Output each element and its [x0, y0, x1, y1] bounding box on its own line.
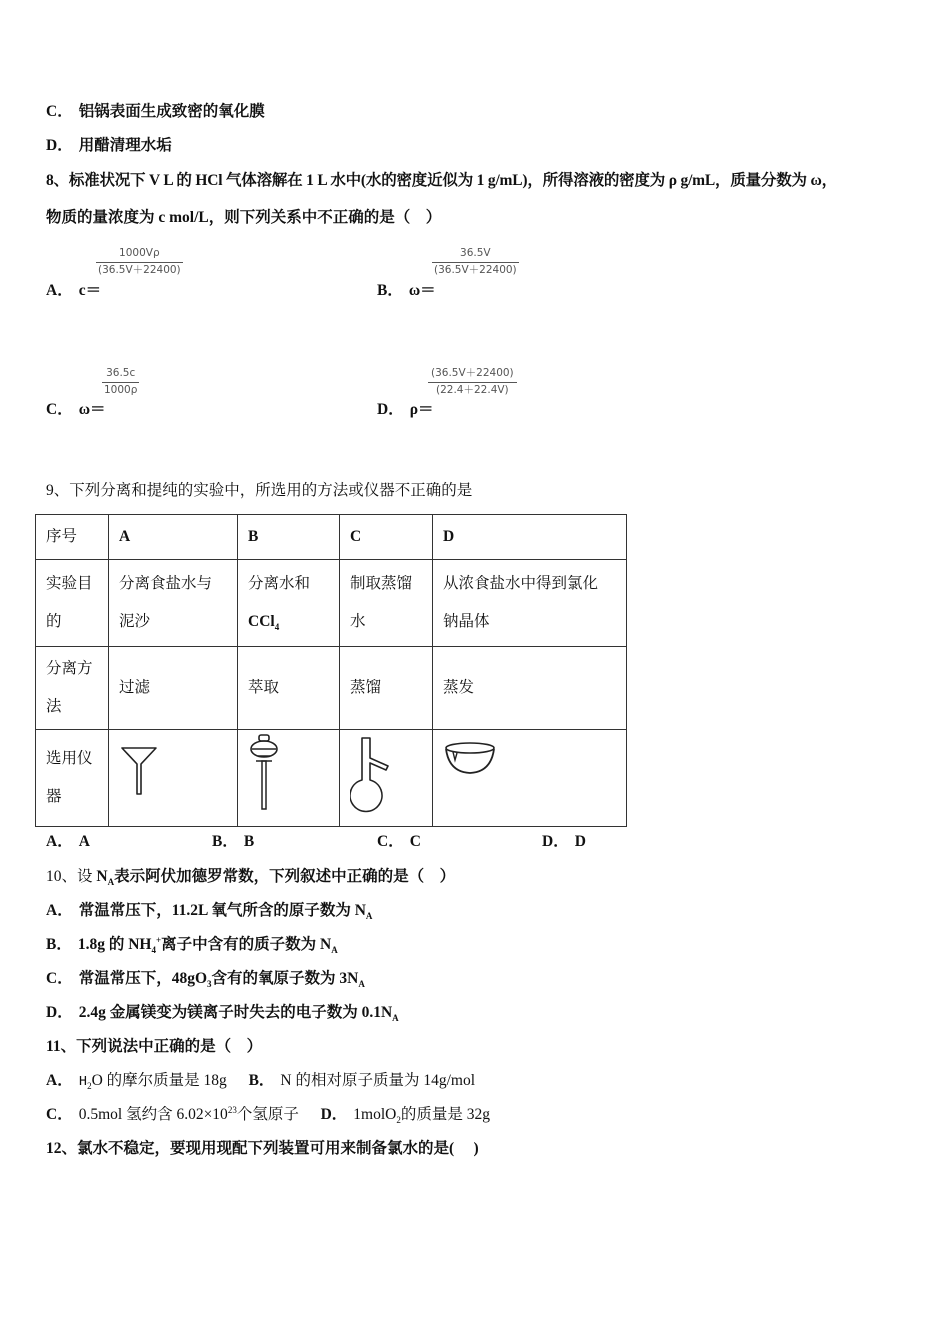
q8-stem-line2: 物质的量浓度为 c mol/L，则下列关系中不正确的是（ ）	[46, 209, 442, 226]
fraction-bar	[428, 382, 517, 383]
q11-stem: 11、下列说法中正确的是（ ）	[46, 1038, 263, 1055]
cell-line: 法	[46, 698, 62, 715]
subscript: 4	[274, 622, 280, 633]
denominator: (36.5V＋22400)	[98, 264, 181, 276]
cell-purpose-a	[109, 560, 238, 647]
header-cell: 序号	[36, 515, 109, 560]
cell-line: 的	[46, 613, 62, 630]
fraction-bar	[432, 262, 519, 263]
option-text: 0.5mol 氢约含 6.02×10	[78, 1106, 228, 1123]
option-text: 的质量是 32g	[400, 1106, 490, 1123]
row-header-method	[36, 647, 109, 730]
cell-line: 分离方	[46, 660, 93, 677]
subscript: 3	[207, 979, 212, 990]
q9-table	[35, 514, 627, 827]
cell-line: 泥沙	[119, 613, 151, 630]
cell-line: 分离水和	[248, 575, 311, 592]
q8-option-a	[46, 281, 101, 301]
cell-method-d: 蒸发	[433, 647, 627, 730]
cell-apparatus-b	[238, 730, 340, 827]
cell-purpose-b	[238, 560, 340, 647]
option-text: O 的摩尔质量是 18g	[91, 1072, 227, 1089]
option-label: B．	[248, 1072, 275, 1089]
cell-method-c: 蒸馏	[340, 647, 433, 730]
option-label: A．	[46, 1072, 73, 1089]
cell-purpose-c	[340, 560, 433, 647]
denominator: 1000ρ	[104, 384, 138, 396]
q12-stem: 12、氯水不稳定，要现用现配下列装置可用来制备氯水的是( )	[46, 1140, 479, 1157]
option-label: D．	[320, 1106, 348, 1123]
option-text: 个氢原子	[236, 1106, 299, 1123]
subscript: A	[365, 911, 373, 922]
option-label: B．	[46, 936, 72, 953]
cell-line: 选用仪	[46, 750, 93, 767]
header-cell: C	[340, 515, 433, 560]
option-text: 2.4g 金属镁变为镁离子时失去的电子数为 0.1N	[78, 1004, 393, 1021]
option-text: 用醋清理水垢	[78, 137, 172, 154]
q11-options-cd	[46, 1105, 490, 1125]
cell-line: 分离食盐水与	[119, 575, 213, 592]
q9-option-a	[46, 832, 90, 852]
q8-option-b	[377, 281, 436, 301]
option-lhs: c＝	[78, 282, 102, 299]
table-header-row	[36, 515, 627, 560]
subscript: A	[358, 979, 365, 990]
cell-apparatus-d	[433, 730, 627, 827]
q9-option-c	[377, 832, 421, 852]
formula-text: CCl	[248, 613, 275, 630]
option-label: B．	[377, 282, 403, 299]
evaporating-dish-icon	[443, 740, 503, 780]
option-label: C．	[46, 1106, 73, 1123]
row-header-apparatus	[36, 730, 109, 827]
header-cell: D	[433, 515, 627, 560]
denominator: (36.5V＋22400)	[434, 264, 517, 276]
fraction-bar	[96, 262, 183, 263]
cell-line: 制取蒸馏	[350, 575, 413, 592]
option-text: 1.8g 的 NH	[77, 936, 152, 953]
cell-line: 从浓食盐水中得到氯化	[443, 575, 599, 592]
q10-option-d	[46, 1003, 399, 1023]
cell-line	[248, 603, 329, 641]
option-label: A．	[46, 282, 73, 299]
option-text: 离子中含有的质子数为 N	[161, 936, 332, 953]
option-text: 铝锅表面生成致密的氧化膜	[78, 103, 265, 120]
option-lhs: ρ＝	[409, 401, 434, 418]
option-text: N 的相对原子质量为 14g/mol	[280, 1072, 476, 1089]
option-lhs: ω＝	[408, 282, 436, 299]
q8-option-d-fraction	[428, 367, 517, 397]
header-cell: B	[238, 515, 340, 560]
option-text: A	[78, 833, 90, 850]
option-text: H	[78, 1074, 88, 1090]
cell-line: 实验目	[46, 575, 93, 592]
row-header-purpose	[36, 560, 109, 647]
subscript: A	[107, 877, 115, 888]
q9-stem: 9、下列分离和提纯的实验中，所选用的方法或仪器不正确的是	[46, 482, 473, 499]
table-row-apparatus	[36, 730, 627, 827]
superscript: +	[155, 934, 162, 945]
option-text: 常温常压下，48gO	[78, 970, 208, 987]
option-label: C．	[46, 970, 73, 987]
option-text: 1molO	[353, 1106, 397, 1123]
option-text: 含有的氧原子数为 3N	[211, 970, 359, 987]
option-label: D．	[46, 1004, 73, 1021]
header-cell: A	[109, 515, 238, 560]
option-label: C．	[46, 401, 73, 418]
q9-option-d	[542, 832, 586, 852]
option-text: B	[243, 833, 255, 850]
option-lhs: ω＝	[78, 401, 106, 418]
option-label: D．	[377, 401, 404, 418]
option-text: D	[574, 833, 586, 850]
q8-option-b-fraction	[432, 247, 519, 277]
funnel-icon	[119, 742, 169, 802]
q8-option-c	[46, 400, 106, 420]
cell-method-b: 萃取	[238, 647, 340, 730]
cell-purpose-d	[433, 560, 627, 647]
numerator: 36.5c	[106, 367, 136, 379]
fraction-bar	[102, 382, 139, 383]
option-text: C	[409, 833, 421, 850]
option-label: C．	[46, 103, 73, 120]
q10-stem	[46, 867, 455, 887]
stem-text: N	[96, 868, 108, 885]
option-label: D．	[542, 833, 569, 850]
denominator: (22.4＋22.4V)	[436, 384, 509, 396]
option-label: A．	[46, 902, 73, 919]
q10-option-b	[46, 935, 338, 955]
distillation-flask-icon	[350, 736, 410, 816]
cell-apparatus-a	[109, 730, 238, 827]
stem-text: 10、设	[46, 868, 97, 885]
q8-option-c-fraction	[102, 367, 139, 397]
q7-option-d	[46, 136, 172, 156]
option-label: A．	[46, 833, 73, 850]
q8-option-a-fraction	[96, 247, 183, 277]
subscript: 2	[396, 1115, 401, 1126]
table-row-purpose	[36, 560, 627, 647]
option-label: C．	[377, 833, 404, 850]
q8-option-d	[377, 400, 434, 420]
numerator: (36.5V＋22400)	[431, 367, 514, 379]
q8-stem-line1: 8、标准状况下 V L 的 HCl 气体溶解在 1 L 水中(水的密度近似为 1 g/mL)，所得溶液的密度为 ρ g/mL，质量分数为 ω，	[46, 172, 837, 189]
option-label: D．	[46, 137, 73, 154]
q10-option-a	[46, 901, 372, 921]
q11-options-ab	[46, 1071, 475, 1092]
cell-method-a: 过滤	[109, 647, 238, 730]
subscript: A	[331, 945, 338, 956]
q10-option-c	[46, 969, 365, 989]
cell-line: 水	[350, 613, 366, 630]
cell-apparatus-c	[340, 730, 433, 827]
option-label: B．	[212, 833, 238, 850]
numerator: 1000Vρ	[119, 247, 160, 259]
separatory-funnel-icon	[248, 734, 288, 814]
option-text: 常温常压下，11.2L 氧气所含的原子数为 N	[78, 902, 366, 919]
stem-text: 表示阿伏加德罗常数，下列叙述中正确的是（ ）	[114, 868, 456, 885]
subscript: 2	[87, 1081, 92, 1092]
cell-line: 钠晶体	[443, 613, 490, 630]
subscript: A	[392, 1013, 399, 1024]
table-row-method	[36, 647, 627, 730]
superscript: 23	[227, 1104, 237, 1115]
cell-line: 器	[46, 788, 62, 805]
q9-option-b	[212, 832, 254, 852]
subscript: 4	[151, 945, 156, 956]
numerator: 36.5V	[460, 247, 491, 259]
q7-option-c	[46, 102, 265, 122]
